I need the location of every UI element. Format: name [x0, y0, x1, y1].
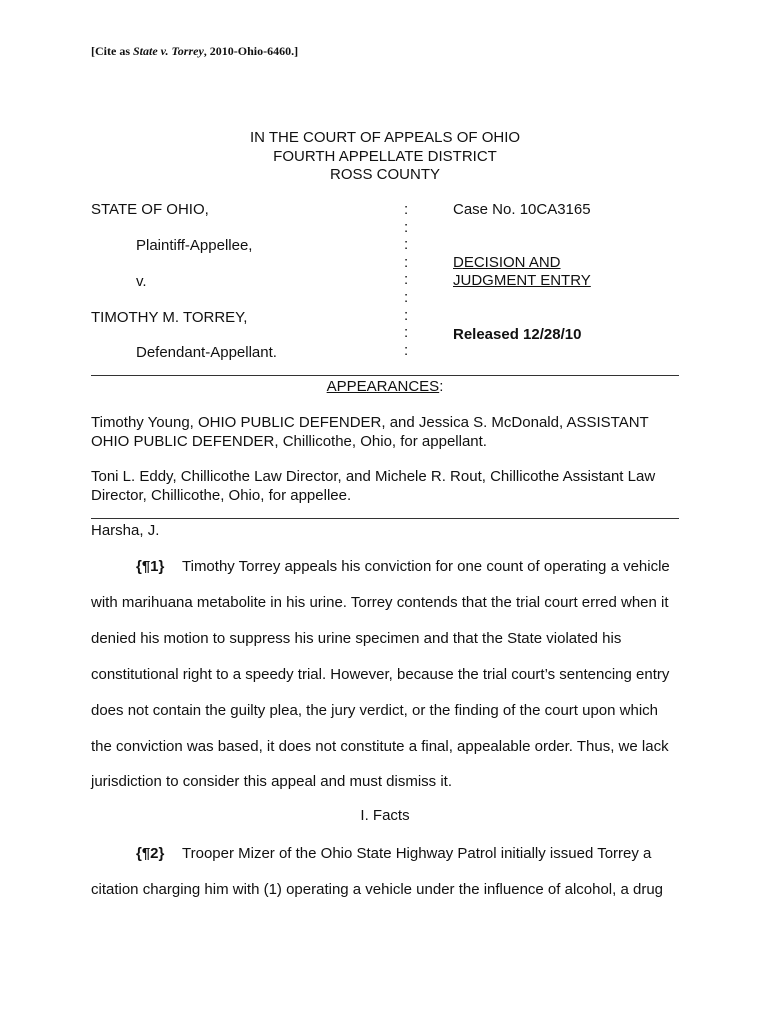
paragraph-2-line: citation charging him with (1) operating a vehicle under the influence of alcohol, a drug — [91, 881, 664, 898]
paragraph-1-line: denied his motion to suppress his urine specimen and that the State violated his — [91, 630, 622, 647]
release-date: Released 12/28/10 — [453, 326, 582, 343]
citation-suffix: , 2010-Ohio-6460.] — [203, 44, 299, 58]
divider-bottom — [91, 518, 679, 519]
paragraph-1-line: with marihuana metabolite in his urine. Torrey contends that the trial court erred when it — [91, 594, 669, 611]
paragraph-1-line: constitutional right to a speedy trial. However, because the trial court’s sentencing entry — [91, 666, 670, 683]
case-number: Case No. 10CA3165 — [453, 201, 591, 218]
court-district: FOURTH APPELLATE DISTRICT — [273, 147, 497, 165]
caption-versus: v. — [136, 273, 147, 290]
paragraph-number-1: {¶1} — [136, 558, 165, 575]
court-county: ROSS COUNTY — [329, 166, 440, 183]
appearances-heading-colon: : — [439, 378, 444, 395]
caption-colon: : — [404, 306, 409, 324]
paragraph-1-line: Timothy Torrey appeals his conviction for one count of operating a vehicle — [182, 558, 670, 575]
caption-colon: : — [404, 271, 409, 289]
appearances-heading-text: APPEARANCES — [326, 378, 440, 395]
caption-colon: : — [404, 324, 409, 342]
caption-colon-column — [404, 201, 414, 359]
paragraph-2-line: Trooper Mizer of the Ohio State Highway Patrol initially issued Torrey a — [182, 845, 652, 862]
caption-defendant: TIMOTHY M. TORREY, — [91, 309, 248, 326]
caption-colon: : — [404, 236, 409, 254]
court-heading — [0, 129, 770, 185]
entry-title-line1: DECISION AND — [453, 254, 561, 271]
caption-colon: : — [404, 201, 409, 218]
court-name: IN THE COURT OF APPEALS OF OHIO — [249, 129, 521, 146]
paragraph-1-line: does not contain the guilty plea, the jury verdict, or the finding of the court upon which — [91, 702, 659, 719]
caption-colon: : — [404, 288, 409, 306]
caption-plaintiff: STATE OF OHIO, — [91, 201, 209, 218]
paragraph-1-line: jurisdiction to consider this appeal and must dismiss it. — [91, 773, 452, 790]
paragraph-1-line: the conviction was based, it does not constitute a final, appealable order. Thus, we lack — [91, 738, 669, 755]
appearances-heading — [0, 378, 770, 395]
appellant-counsel: Timothy Young, OHIO PUBLIC DEFENDER, and Jessica S. McDonald, ASSISTANT OHIO PUBLIC DEFENDER, Chillicothe, Ohio, for appellant. — [91, 414, 649, 450]
paragraph-number-2: {¶2} — [136, 845, 165, 862]
caption-colon: : — [404, 218, 409, 236]
entry-title-line2: JUDGMENT ENTRY — [453, 272, 591, 289]
caption-defendant-role: Defendant-Appellant. — [136, 344, 277, 361]
appellee-counsel: Toni L. Eddy, Chillicothe Law Director, and Michele R. Rout, Chillicothe Assistant Law Director, Chillicothe, Ohio, for appellee. — [91, 468, 656, 504]
section-heading-facts: I. Facts — [360, 807, 410, 824]
caption-colon: : — [404, 341, 409, 359]
citation-header — [91, 44, 298, 59]
citation-case-name: State v. Torrey — [133, 44, 204, 58]
caption-colon: : — [404, 253, 409, 271]
caption-plaintiff-role: Plaintiff-Appellee, — [136, 237, 253, 254]
divider-top — [91, 375, 679, 376]
citation-prefix: [Cite as — [91, 44, 133, 58]
opinion-author: Harsha, J. — [91, 522, 160, 539]
